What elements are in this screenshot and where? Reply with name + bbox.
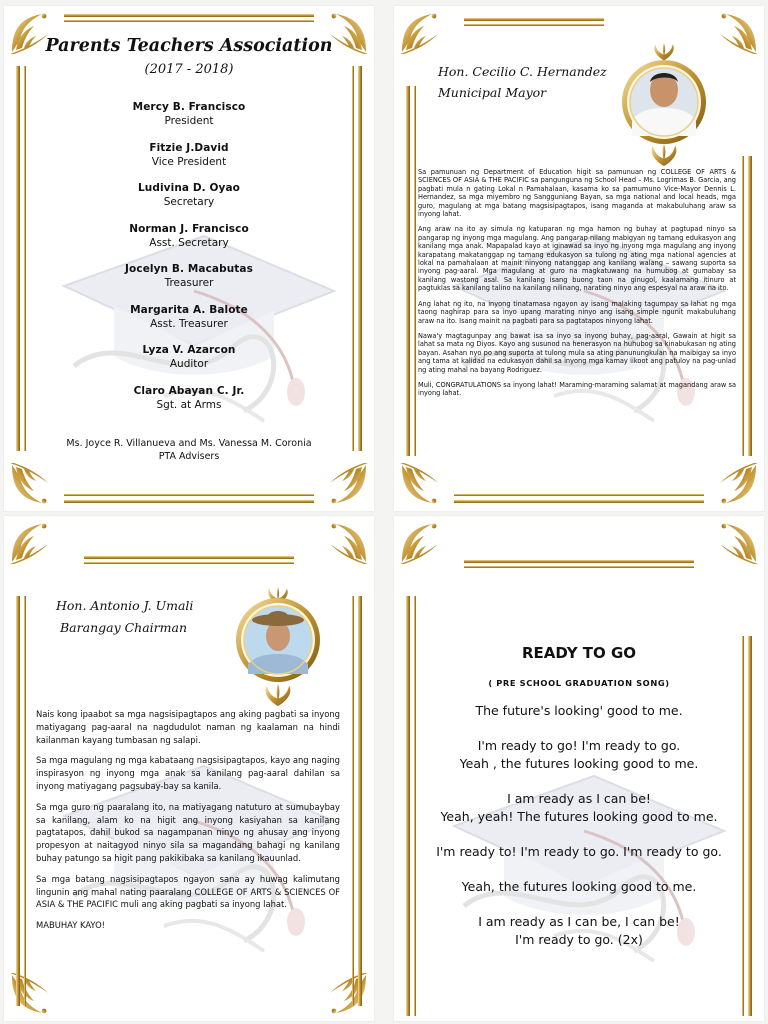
- corner-ornament-icon: [398, 10, 444, 56]
- officer-role: Asst. Secretary: [149, 236, 229, 249]
- song-title: READY TO GO: [521, 644, 637, 662]
- officer-role: Sgt. at Arms: [156, 398, 222, 411]
- gold-rule: [464, 566, 694, 568]
- corner-ornament-icon: [714, 461, 760, 507]
- gold-border: [748, 636, 752, 1016]
- song-page: [394, 516, 764, 1021]
- gold-rule: [64, 20, 314, 22]
- corner-ornament-icon: [714, 10, 760, 56]
- corner-ornament-icon: [8, 461, 54, 507]
- gold-border: [358, 596, 362, 1006]
- lyric-stanza: [424, 790, 734, 826]
- advisers-label: PTA Advisers: [158, 451, 220, 462]
- gold-rule: [84, 556, 294, 559]
- officer-entry: [4, 304, 374, 345]
- corner-ornament-icon: [398, 461, 444, 507]
- officer-list: [4, 101, 374, 425]
- officer-role: Secretary: [163, 196, 215, 208]
- gold-border: [24, 596, 26, 1006]
- message-paragraph: Sa mga batang nagsisipagtapos ngayon sana ay huwag kalimutang lingunin ang mahal nating paaralang COLLEGE OF ARTS & SCIENCES OF ASIA & THE PACIFIC muli ang aking pagbati sa inyong lahat.: [36, 873, 340, 910]
- lyric-stanza: [424, 702, 734, 720]
- chairman-message: [36, 708, 340, 940]
- lyric-stanza: [424, 843, 734, 861]
- lyric-line: Yeah, yeah! The futures looking good to me.: [440, 809, 718, 824]
- message-paragraph: Nawa'y magtagunpay ang bawat isa sa inyo sa inyong buhay, pag-aaral, Gawain at higit sa lahat sa mata ng Diyos. Kayo ang susunod na henerasyon na huhubog sa kinabukasan ng ating bayan. Asahan nyo po ang suporta at tulong mula sa ating panunungkulan na maibigay sa inyo ang tama at kalidad na edukasyon dahil sa inyong mga kamay iikoot ang patuloy na pag-unlad ng ating mahal na bayang Rodriguez.: [418, 331, 736, 374]
- message-paragraph: Muli, CONGRATULATIONS sa inyong lahat! Maraming-maraming salamat at magandang araw sa inyong lahat.: [418, 380, 736, 398]
- lyric-stanza: [424, 878, 734, 896]
- pta-years: (2017 - 2018): [144, 62, 234, 77]
- gold-rule: [454, 494, 704, 496]
- mayor-title: Municipal Mayor: [438, 85, 547, 100]
- officer-role: Auditor: [169, 358, 209, 370]
- lyric-line: The future's looking' good to me.: [475, 703, 683, 718]
- message-paragraph: Nais kong ipaabot sa mga nagsisipagtapos ang aking pagbati sa inyong matiyagang pag-aaral na nagdudulot naman ng kaalaman na hindi kailanman kayang tumbasan ng salapi.: [36, 709, 340, 745]
- gold-rule: [464, 24, 604, 26]
- officer-name: Fitzie J.David: [149, 141, 229, 154]
- lyric-line: I'm ready to go. (2x): [515, 932, 643, 947]
- gold-border: [16, 596, 20, 1006]
- chairman-title: Barangay Chairman: [60, 620, 188, 635]
- officer-entry: [4, 263, 374, 304]
- gold-rule: [464, 560, 694, 563]
- officer-name: Margarita A. Balote: [130, 303, 248, 316]
- corner-ornament-icon: [324, 971, 370, 1017]
- corner-ornament-icon: [324, 461, 370, 507]
- officer-role: Asst. Treasurer: [150, 317, 228, 330]
- song-lyrics: [424, 702, 734, 966]
- lyric-line: Yeah , the futures looking good to me.: [459, 756, 699, 771]
- officer-entry: [4, 344, 374, 385]
- pta-advisers: [4, 437, 374, 463]
- message-paragraph: Ang araw na ito ay simula ng katuparan ng mga hamon ng buhay at pagtupad ninyo sa pangarap ng inyong mga magulang. Ang pangarap nilang mabigyan ng tamang edukasyon ang kanilang mga anak. Mapapalad kayo at iginawad sa inyo ng inyong mga magulang ang inyong karapatang makatanggap ng tamang edukasyon sa tulong ng ating mga national agencies at lokal na pamahalaan at mainit ninyong natanggap ang kanilang walang – sawang suporta sa inyong pag-aaral. Mga magulang at guro na magkatuwang na humubog at gumabay sa kanilang wastong asal. Sa kanilang isang buong taon na ginugol, kaalamang itinuro at pagtuklas sa kanilang talino na kanilang nilinang, narating ninyo ang espesyal na araw na ito.: [418, 225, 736, 293]
- mayor-name: Hon. Cecilio C. Hernandez: [438, 64, 607, 79]
- message-paragraph: Sa mga magulang ng mga kabataang nagsisipagtapos, kayo ang naging inspirasyon ng inyong mga anak sa kanilang pag-aaral dahilan sa inyong matiyagang pagsubay-bay sa kanila.: [36, 755, 340, 791]
- pta-officers-page: [4, 6, 374, 511]
- officer-name: Jocelyn B. Macabutas: [125, 263, 253, 275]
- gold-border: [414, 86, 416, 456]
- chairman-message-page: [4, 516, 374, 1021]
- gold-rule: [84, 562, 294, 564]
- officer-name: Norman J. Francisco: [129, 222, 249, 235]
- officer-entry: [4, 182, 374, 223]
- gold-border: [406, 86, 410, 456]
- message-paragraph: Sa mga guro ng paaralang ito, na matiyagang natuturo at sumubaybay sa kanilang, alam ko na higit ang inyong kasiyahan sa kanilang pagtatapos, dahil bukod sa nagampanan ninyo ng ahusay ang inyong propesyon at naitagyod ninyo sila sa magandang bahagi ng kanilang buhay patungo sa higit pang pakikibaka sa kanilang ikauunlad.: [36, 801, 340, 863]
- advisers-names: Ms. Joyce R. Villanueva and Ms. Vanessa M. Coronia: [66, 438, 312, 449]
- officer-role: Vice President: [151, 155, 227, 168]
- pta-title: Parents Teachers Association: [45, 36, 333, 56]
- officer-name: Lyza V. Azarcon: [142, 344, 236, 356]
- message-closing: MABUHAY KAYO!: [36, 920, 106, 931]
- corner-ornament-icon: [324, 520, 370, 566]
- officer-name: Mercy B. Francisco: [132, 101, 246, 113]
- chairman-portrait: [232, 584, 324, 712]
- officer-role: Treasurer: [164, 277, 214, 289]
- officer-entry: [4, 142, 374, 183]
- chairman-name: Hon. Antonio J. Umali: [56, 598, 194, 613]
- song-subtitle: ( PRE SCHOOL GRADUATION SONG): [488, 678, 670, 688]
- message-paragraph: Ang lahat ng ito, na inyong tinatamasa ngayon ay isang malaking tagumpay sa lahat ng mga taong naghirap para sa inyo upang marating ninyo ang isang simple ngunit makabuluhang araw na ito. Isang mainit na pagbati para sa pagtatapos ninyong lahat.: [418, 299, 736, 325]
- gold-border: [352, 596, 354, 1006]
- gold-border: [742, 636, 744, 1016]
- mayor-portrait: [618, 40, 710, 168]
- gold-border: [742, 156, 744, 456]
- gold-rule: [464, 18, 604, 21]
- gold-rule: [454, 500, 704, 503]
- gold-rule: [64, 494, 314, 496]
- lyric-stanza: [424, 737, 734, 773]
- lyric-line: I'm ready to go! I'm ready to go.: [477, 738, 681, 753]
- corner-ornament-icon: [398, 520, 444, 566]
- corner-ornament-icon: [714, 520, 760, 566]
- officer-name: Claro Abayan C. Jr.: [133, 384, 245, 397]
- mayor-message-page: [394, 6, 764, 511]
- lyric-line: I am ready as I can be!: [507, 791, 651, 806]
- corner-ornament-icon: [8, 971, 54, 1017]
- officer-entry: [4, 223, 374, 264]
- mayor-message: [418, 168, 736, 405]
- corner-ornament-icon: [8, 520, 54, 566]
- officer-role: President: [164, 115, 214, 127]
- officer-entry: [4, 101, 374, 142]
- lyric-stanza: [424, 913, 734, 949]
- gold-border: [748, 156, 752, 456]
- lyric-line: I'm ready to! I'm ready to go. I'm ready to go.: [436, 844, 722, 859]
- gold-rule: [64, 14, 314, 17]
- message-paragraph: Sa pamunuan ng Department of Education higit sa pamunuan ng COLLEGE OF ARTS & SCIENCES OF ASIA & THE PACIFIC sa pangunguna ng School Head – Ms. Logrimas B. Garcia, ang pagbati mula n gating Lokal n Pamahalaan, kasama ko sa pamumuno Vice-Mayor Dennis L. Hernandez, sa mga miyembro ng Sangguniang Bayan, sa mga national and local heads, mga guro, magulang at mga batang magsisipagtapos, isang maganda at makabuluhang araw sa inyong lahat.: [418, 168, 736, 219]
- lyric-line: I am ready as I can be, I can be!: [478, 914, 680, 929]
- officer-name: Ludivina D. Oyao: [138, 182, 240, 194]
- gold-rule: [64, 500, 314, 503]
- officer-entry: [4, 385, 374, 426]
- lyric-line: Yeah, the futures looking good to me.: [461, 879, 697, 894]
